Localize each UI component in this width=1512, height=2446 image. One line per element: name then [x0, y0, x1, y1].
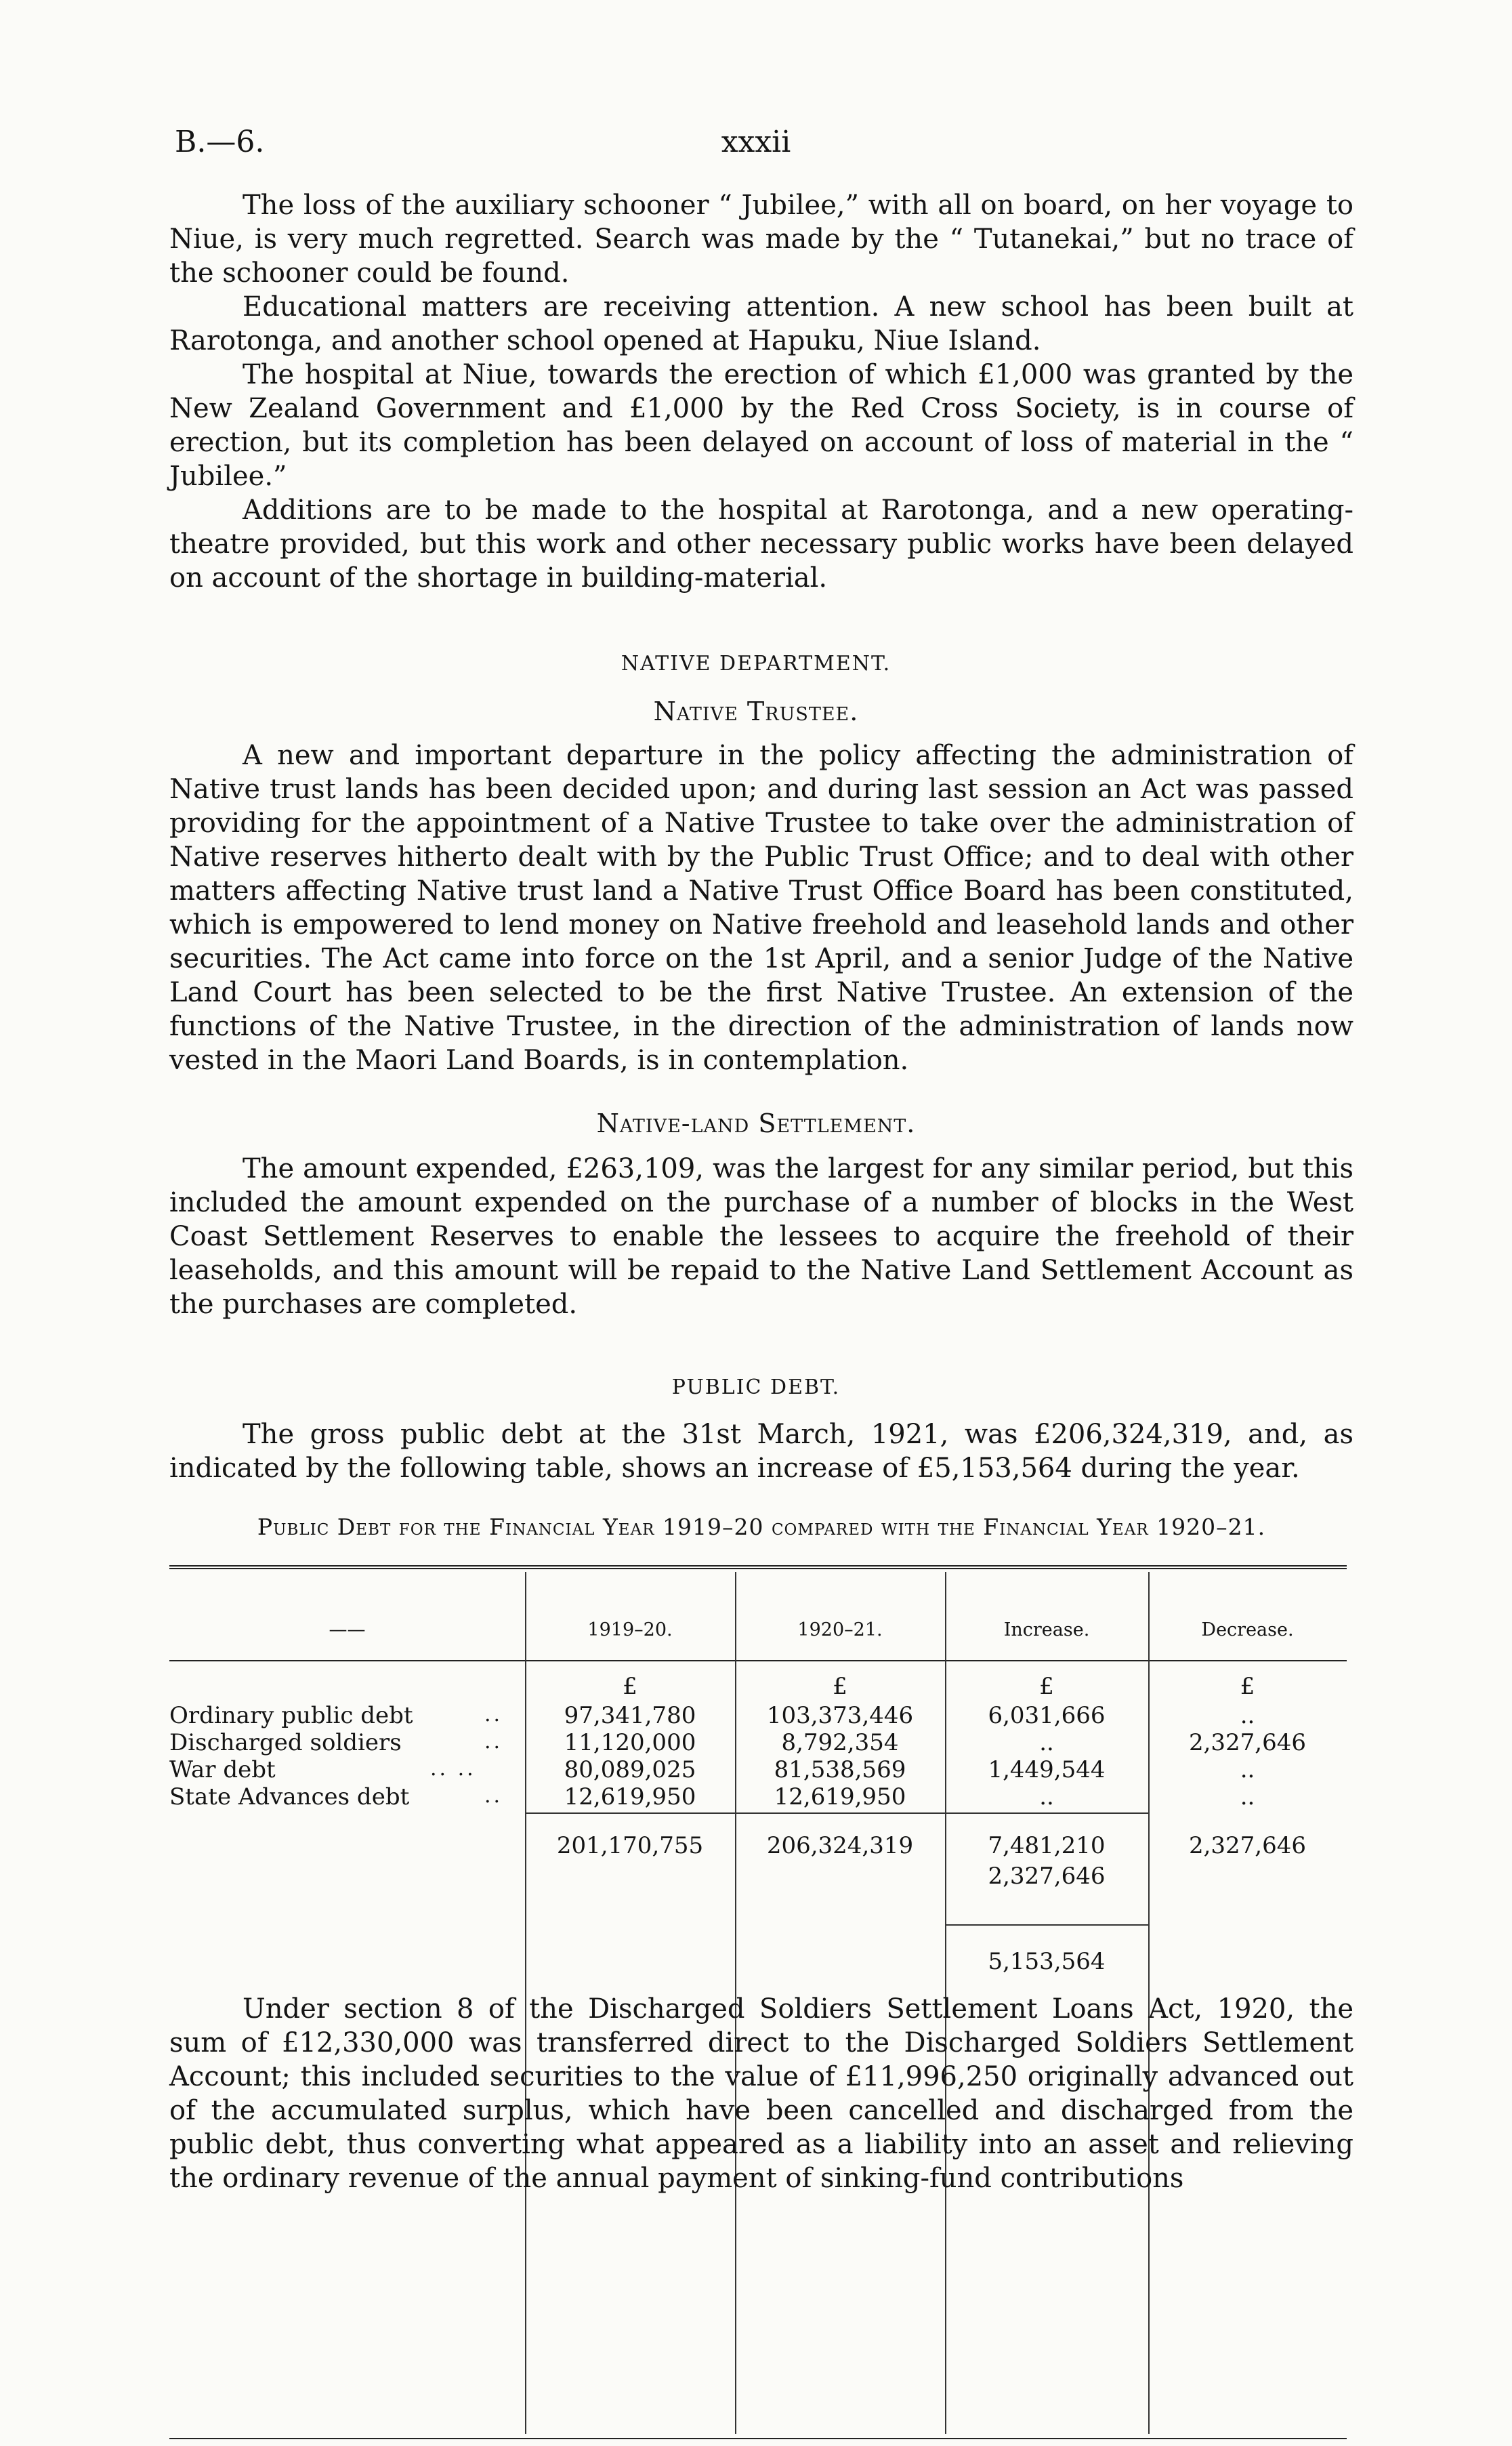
column-header-decrease: Decrease.: [1201, 1619, 1294, 1640]
cell-1920: 103,373,446: [766, 1702, 914, 1729]
row-label-ordinary: Ordinary public debt: [169, 1702, 413, 1729]
column-header-increase: Increase.: [1003, 1619, 1090, 1640]
paragraph-jubilee: The loss of the auxiliary schooner “ Jubilee,” with all on board, on her voyage to Niue, is very much regretted. Search was made by the “ Tutanekai,” but no trace of the schooner could be found.: [169, 190, 1353, 289]
column-header-1919: 1919–20.: [587, 1619, 673, 1640]
paragraph-closing: Under section 8 of the Discharged Soldiers Settlement Loans Act, 1920, the sum of £12,330,000 was transferred direct to the Discharged Soldiers Settlement Account; this included securities to the value of £11,996,250 originally advanced out of the accumulated surplus, which have been cancelled and discharged from the public debt, thus converting what appeared as a liability into an asset and relieving the ordinary revenue of the annual payment of sinking-fund contributions: [169, 1993, 1353, 2194]
subtotal-rule: [525, 1812, 1148, 1814]
row-label-state-advances: State Advances debt: [169, 1783, 410, 1810]
cell-1919: 11,120,000: [564, 1729, 696, 1756]
leader-dots: .. ..: [430, 1757, 476, 1781]
paragraph-native-trustee: A new and important departure in the policy affecting the administration of Native trust lands has been decided upon; and during last session an Act was passed providing for the appointment of a Native Trustee to take over the administration of Native reserves hitherto dealt with by the Public Trust Office; and to deal with other matters affecting Native trust land a Native Trust Office Board has been constituted, which is empowered to lend money on Native freehold and leasehold lands and other securities. The Act came into force on the 1st April, and a senior Judge of the Native Land Court has been selected to be the first Native Trustee. An extension of the functions of the Native Trustee, in the direction of the administration of lands now vested in the Maori Land Boards, is in contemplation.: [169, 740, 1353, 1076]
native-trustee-section: [169, 739, 1353, 1077]
currency-symbol: £: [833, 1673, 847, 1700]
currency-symbol: £: [623, 1673, 637, 1700]
public-debt-intro: [169, 1417, 1353, 1485]
page-number: xxxii: [721, 125, 791, 159]
cell-1920: 12,619,950: [774, 1783, 906, 1810]
currency-symbol: £: [1240, 1673, 1255, 1700]
column-header-1920: 1920–21.: [797, 1619, 883, 1640]
total-increase-less-decrease: 2,327,646: [988, 1863, 1106, 1890]
total-increase: 7,481,210: [988, 1832, 1106, 1859]
cell-decrease: ..: [1240, 1756, 1255, 1783]
cell-decrease: ..: [1240, 1702, 1255, 1729]
document-reference: B.—6.: [175, 125, 265, 159]
row-label-war-debt: War debt: [169, 1756, 276, 1783]
cell-1919: 97,341,780: [564, 1702, 696, 1729]
native-land-settlement-section: [169, 1152, 1353, 1321]
cell-increase: ..: [1039, 1783, 1054, 1810]
cell-increase: ..: [1039, 1729, 1054, 1756]
cell-1920: 8,792,354: [781, 1729, 899, 1756]
column-header-label: ——: [329, 1619, 366, 1640]
cell-1919: 80,089,025: [564, 1756, 696, 1783]
cell-decrease: 2,327,646: [1188, 1729, 1307, 1756]
table-bottom-rule: [169, 2438, 1347, 2439]
subheading-native-land-settlement: Native-land Settlement.: [596, 1108, 916, 1138]
subheading-native-trustee: Native Trustee.: [653, 697, 859, 726]
paragraph-public-debt-intro: The gross public debt at the 31st March, 1921, was £206,324,319, and, as indicated by the following table, shows an increase of £5,153,564 during the year.: [169, 1419, 1353, 1484]
currency-symbol: £: [1039, 1673, 1054, 1700]
leader-dots: ..: [484, 1730, 503, 1754]
leader-dots: ..: [484, 1784, 503, 1808]
row-label-discharged: Discharged soldiers: [169, 1729, 402, 1756]
total-1919: 201,170,755: [556, 1832, 704, 1859]
intro-paragraphs: [169, 188, 1353, 595]
cell-1920: 81,538,569: [774, 1756, 906, 1783]
table-top-rule-double: [169, 1568, 1347, 1569]
cell-increase: 1,449,544: [988, 1756, 1106, 1783]
net-increase: 5,153,564: [988, 1948, 1106, 1975]
paragraph-niue-hospital: The hospital at Niue, towards the erection of which £1,000 was granted by the New Zealand Government and £1,000 by the Red Cross Society, is in course of erection, but its completion has been delayed on account of loss of material in the “ Jubilee.”: [169, 359, 1353, 492]
table-header-rule: [169, 1660, 1347, 1661]
leader-dots: ..: [484, 1703, 503, 1726]
cell-1919: 12,619,950: [564, 1783, 696, 1810]
paragraph-education: Educational matters are receiving attention. A new school has been built at Rarotonga, and another school opened at Hapuku, Niue Island.: [169, 291, 1353, 356]
table-top-rule: [169, 1565, 1347, 1567]
cell-decrease: ..: [1240, 1783, 1255, 1810]
cell-increase: 6,031,666: [988, 1702, 1106, 1729]
closing-section: [169, 1992, 1353, 2195]
total-1920: 206,324,319: [766, 1832, 914, 1859]
section-heading-public-debt: PUBLIC DEBT.: [671, 1375, 841, 1399]
net-increase-rule: [945, 1924, 1148, 1926]
section-heading-native-department: NATIVE DEPARTMENT.: [621, 652, 891, 676]
total-decrease: 2,327,646: [1188, 1832, 1307, 1859]
table-title: Public Debt for the Financial Year 1919–20 compared with the Financial Year 1920–21.: [257, 1514, 1266, 1540]
paragraph-native-land-settlement: The amount expended, £263,109, was the largest for any similar period, but this included the amount expended on the purchase of a number of blocks in the West Coast Settlement Reserves to enable the lessees to acquire the freehold of their leaseholds, and this amount will be repaid to the Native Land Settlement Account as the purchases are completed.: [169, 1153, 1353, 1320]
paragraph-rarotonga-hospital: Additions are to be made to the hospital at Rarotonga, and a new operating-theatre provided, but this work and other necessary public works have been delayed on account of the shortage in building-material.: [169, 495, 1353, 594]
